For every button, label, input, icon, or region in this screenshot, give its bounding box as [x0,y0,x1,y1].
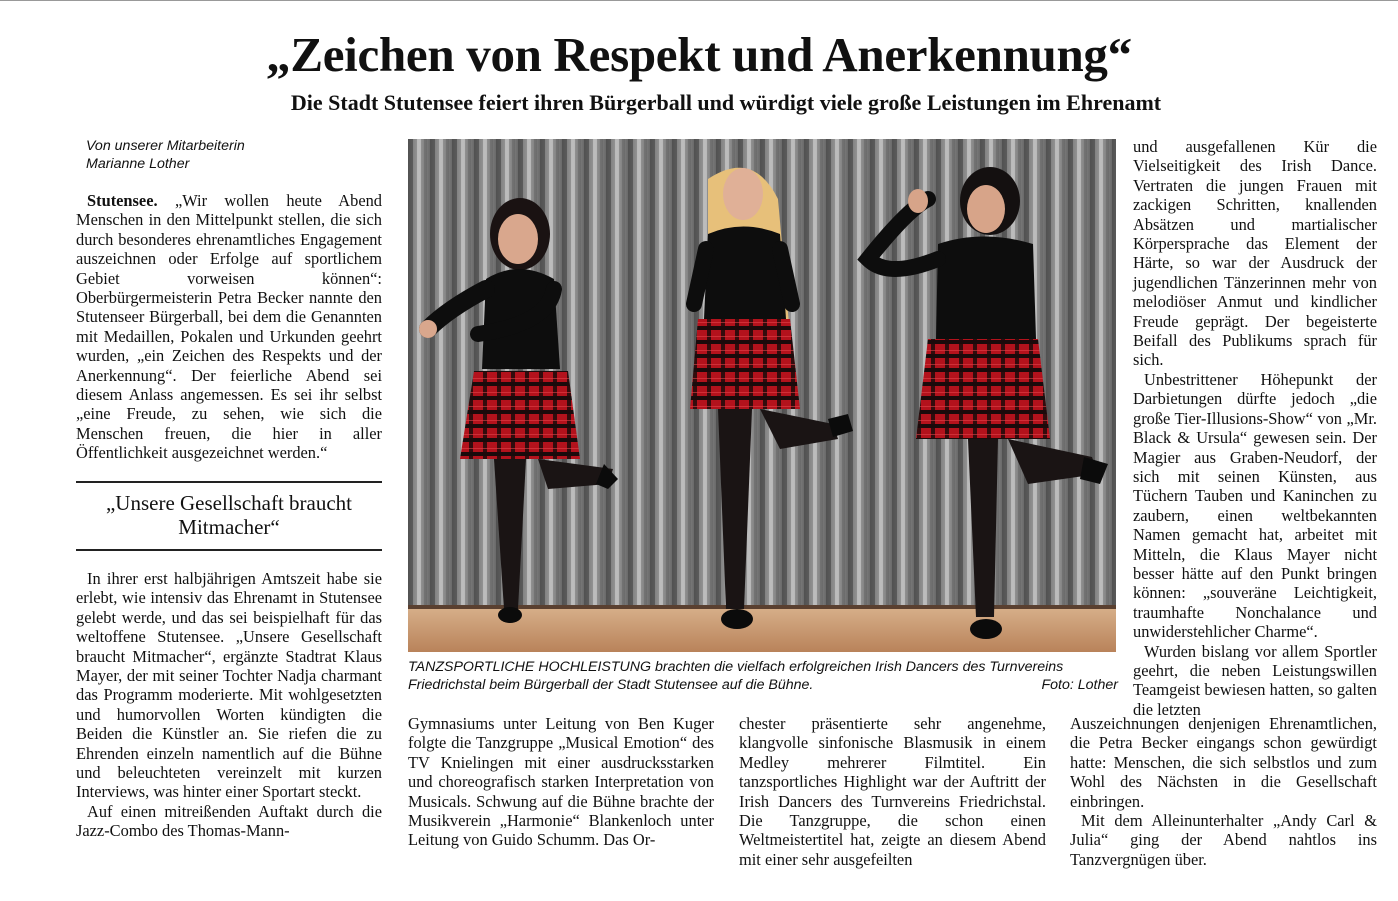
pullquote: „Unsere Gesellschaft braucht Mitmacher“ [105,491,353,539]
top-border [0,0,1398,1]
column-5 [1070,714,1377,869]
byline-author: Marianne Lother [86,156,190,172]
column-2 [408,714,714,850]
column-1-bottom [76,569,382,841]
lead-paragraph-text: „Wir wollen heute Abend Menschen in den Mittelpunkt stellen, die sich durch besonderes ehrenamtliches Engagement auszeichnen oder Erfolge auf sportlichem Gebiet vorweisen können“: Oberbürgermeisterin Petra Becker nannte den Stutenseer Bürgerball, bei dem die Genannten mit Medaillen, Pokalen und Urkunden geehrt wurden, „ein Zeichen des Respekts und der Anerkennung“. Der feierliche Abend sei diesem Anlass angemessen. Es sei ihr selbst „eine Freude, zu sehen, wie sich die Menschen freuen, die hier in aller Öffentlichkeit ausgezeichnet werden.“ [76,191,382,463]
dancers-photo [408,139,1116,652]
paragraph: Auf einen mitreißenden Auftakt durch die Jazz-Combo des Thomas-Mann- [76,801,382,841]
caption-lead: TANZSPORTLICHE HOCHLEISTUNG [408,659,652,675]
pullquote-rule-top [76,481,382,483]
paragraph: Wurden bislang vor allem Sportler geehrt, die neben Leistungswillen Teamgeist bewiesen hatten, so galten die letzten [1133,641,1377,719]
column-3 [739,714,1046,869]
caption-text: brachten die vielfach erfolgreichen Irish Dancers des Turnvereins Friedrichstal beim Bürgerball der Stadt Stutensee auf die Bühne. [408,659,1064,693]
column-4 [1133,137,1377,719]
photo-credit: Foto: Lother [1041,677,1118,693]
byline-role: Von unserer Mitarbeiterin [86,138,245,154]
article-subheadline: Die Stadt Stutensee feiert ihren Bürgerball und würdigt viele große Leistungen im Ehrenamt [290,90,1162,115]
paragraph: In ihrer erst halbjährigen Amtszeit habe sie erlebt, wie intensiv das Ehrenamt in Stutensee gelebt werde, und das sei beispielhaft für das weltoffene Stutensee. „Unsere Gesellschaft braucht Mitmacher“, ergänzte Stadtrat Klaus Mayer, der mit seiner Tochter Nadja charmant das Programm moderierte. Mit wohlgesetzten und humorvollen Worten kündigten die Beiden die Künstler an. Sie riefen die zu Ehrenden einzeln namentlich auf die Bühne und beleuchteten vereinzelt mit kurzen Interviews, was hinter einer Sportart steckt. [76,569,382,802]
lead-paragraph [76,191,382,463]
dateline: Stutensee. [87,191,158,210]
paragraph: Mit dem Alleinunterhalter „Andy Carl & Julia“ ging der Abend nahtlos ins Tanzvergnügen über. [1070,811,1377,869]
column-1-top [76,191,382,463]
paragraph: Auszeichnungen denjenigen Ehrenamtlichen, die Petra Becker eingangs schon gewürdigt hatte: Menschen, die sich selbstlos und zum Wohl des Nächsten in die Gesellschaft einbringen. [1070,714,1377,811]
paragraph: chester präsentierte sehr angenehme, klangvolle sinfonische Blasmusik in einem Medley mehrerer Filmtitel. Ein tanzsportliches Highlight war der Auftritt der Irish Dancers des Turnvereins Friedrichstal. Die Tanzgruppe, die schon einen Weltmeistertitel hat, zeigte an diesem Abend mit einer sehr ausgefeilten [739,714,1046,869]
pullquote-rule-bottom [76,549,382,551]
paragraph: Unbestrittener Höhepunkt der Darbietungen dürfte jedoch „die große Tier-Illusions-Show“ von „Mr. Black & Ursula“ gewesen sein. Der Magier aus Graben-Neudorf, der sich mit seinen Künsten, aus Tüchern Tauben und Kaninchen zu zaubern, einen weltbekannten Namen gemacht hat, arbeitet mit Mitteln, die Klaus Mayer nicht besser hätte auf den Punkt bringen können: „souveräne Leichtigkeit, traumhafte Nonchalance und unwiderstehlicher Charme“. [1133,369,1377,642]
article-headline: „Zeichen von Respekt und Anerkennung“ [266,27,1132,82]
photo-caption [408,658,1118,694]
photo-illustration [408,139,1116,652]
byline [86,137,386,173]
paragraph: Gymnasiums unter Leitung von Ben Kuger folgte die Tanzgruppe „Musical Emotion“ des TV Knielingen mit einer ausdrucksstarken und choreografisch starken Interpretation von Musicals. Schwung auf die Bühne brachte der Musikverein „Harmonie“ Blankenloch unter Leitung von Guido Schumm. Das Or- [408,714,714,850]
paragraph: und ausgefallenen Kür die Vielseitigkeit des Irish Dance. Vertraten die jungen Frauen mit zackigen Schritten, knallenden Absätzen und martialischer Körpersprache das Element der Härte, so war der Ausdruck der jugendlichen Tänzerinnen mehr von melodiöser Anmut und kindlicher Freude geprägt. Der begeisterte Beifall des Publikums sprach für sich. [1133,137,1377,370]
